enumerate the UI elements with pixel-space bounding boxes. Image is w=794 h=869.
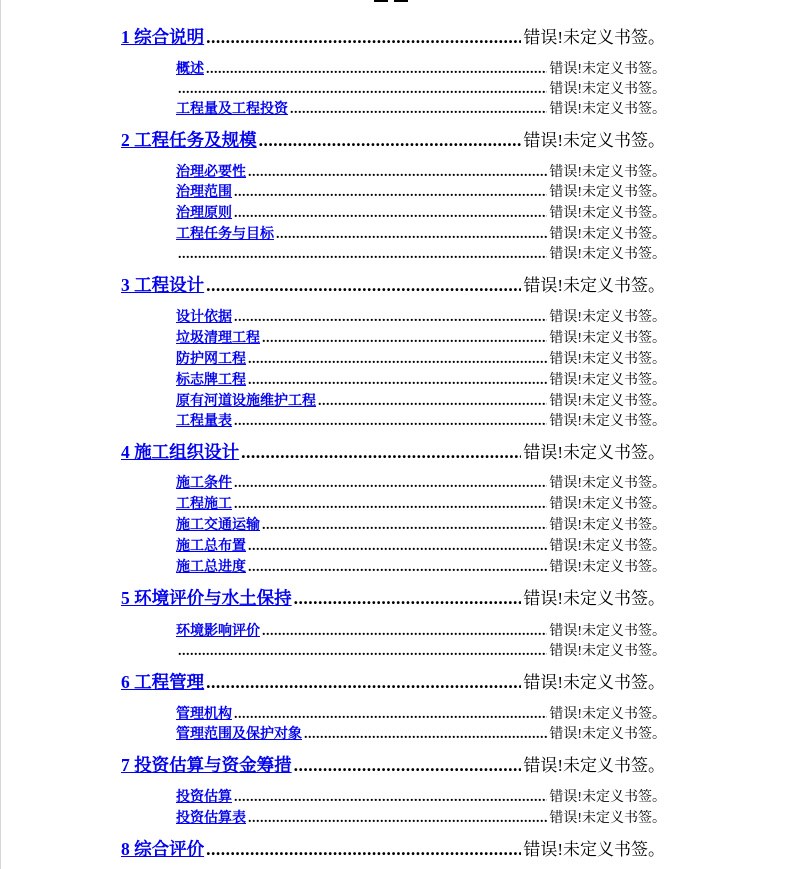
toc-section-entry[interactable] [176, 78, 666, 98]
toc-section-entry[interactable] [176, 98, 666, 118]
toc-section-entry[interactable] [176, 243, 666, 263]
toc-dot-leader [234, 206, 547, 222]
toc-section-entry[interactable] [176, 369, 666, 389]
toc-dot-leader [248, 811, 547, 827]
toc-page-reference: 错误!未定义书签。 [523, 589, 665, 608]
toc-chapter-entry[interactable] [121, 584, 665, 610]
toc-entry-link[interactable]: 5 环境评价与水土保持 [121, 588, 292, 608]
toc-page-reference: 错误!未定义书签。 [549, 310, 666, 325]
toc-entry-link[interactable]: 治理原则 [176, 206, 232, 221]
toc-section-entry[interactable] [176, 306, 666, 326]
toc-page-reference: 错误!未定义书签。 [549, 560, 666, 575]
toc-dot-leader [206, 62, 547, 78]
toc-page-reference: 错误!未定义书签。 [549, 539, 666, 554]
toc-section-entry[interactable] [176, 786, 666, 806]
toc-page-reference: 错误!未定义书签。 [549, 497, 666, 512]
toc-page-reference: 错误!未定义书签。 [549, 247, 666, 262]
toc-section-entry[interactable] [176, 58, 666, 78]
toc-entry-link[interactable]: 8 综合评价 [121, 839, 205, 859]
toc-section-entry[interactable] [176, 493, 666, 513]
toc-entry-link[interactable]: 施工总进度 [176, 560, 246, 575]
toc-section-entry[interactable] [176, 620, 666, 640]
toc-page-reference: 错误!未定义书签。 [549, 727, 666, 742]
toc-entry-link[interactable]: 3 工程设计 [121, 275, 205, 295]
toc-dot-leader [178, 644, 547, 660]
toc-dot-leader [234, 790, 547, 806]
toc-section-entry[interactable] [176, 535, 666, 555]
toc-entry-link[interactable]: 工程量表 [176, 414, 232, 429]
toc-entry-link[interactable]: 7 投资估算与资金筹措 [121, 755, 292, 775]
toc-section-entry[interactable] [176, 223, 666, 243]
toc-page-reference: 错误!未定义书签。 [549, 331, 666, 346]
toc-entry-link[interactable]: 施工条件 [176, 476, 232, 491]
toc-page-reference: 错误!未定义书签。 [549, 185, 666, 200]
toc-dot-leader [294, 588, 522, 609]
toc-dot-leader [248, 352, 547, 368]
toc-page-reference: 错误!未定义书签。 [549, 62, 666, 77]
toc-chapter-entry[interactable] [121, 438, 665, 464]
toc-entry-link[interactable]: 治理范围 [176, 185, 232, 200]
toc-chapter-entry[interactable] [121, 668, 665, 694]
toc-entry-link[interactable]: 环境影响评价 [176, 624, 260, 639]
toc-dot-leader [206, 672, 521, 693]
toc-page-reference: 错误!未定义书签。 [549, 82, 666, 97]
toc-dot-leader [206, 839, 521, 860]
toc-dot-leader [248, 560, 547, 576]
toc-section-entry[interactable] [176, 514, 666, 534]
toc-entry-link[interactable]: 投资估算 [176, 790, 232, 805]
toc-entry-link[interactable]: 垃圾清理工程 [176, 331, 260, 346]
toc-dot-leader [262, 331, 547, 347]
toc-dot-leader [294, 755, 522, 776]
toc-chapter-entry[interactable] [121, 271, 665, 297]
toc-section-entry[interactable] [176, 327, 666, 347]
toc-dot-leader [234, 707, 547, 723]
toc-chapter-entry[interactable] [121, 126, 665, 152]
toc-entry-link[interactable]: 投资估算表 [176, 811, 246, 826]
toc-entry-link[interactable]: 防护网工程 [176, 352, 246, 367]
toc-dot-leader [276, 227, 547, 243]
toc-page-reference: 错误!未定义书签。 [549, 394, 666, 409]
toc-dot-leader [178, 247, 547, 263]
toc-dot-leader [262, 624, 547, 640]
toc-entry-link[interactable]: 管理机构 [176, 707, 232, 722]
toc-dot-leader [234, 497, 547, 513]
toc-dot-leader [248, 539, 547, 555]
toc-section-entry[interactable] [176, 161, 666, 181]
toc-entry-link[interactable]: 治理必要性 [176, 165, 246, 180]
toc-entry-link[interactable]: 施工交通运输 [176, 518, 260, 533]
toc-dot-leader [206, 275, 521, 296]
toc-section-entry[interactable] [176, 640, 666, 660]
toc-page-reference: 错误!未定义书签。 [549, 206, 666, 221]
toc-dot-leader [234, 476, 547, 492]
toc-dot-leader [262, 518, 547, 534]
toc-dot-leader [248, 165, 547, 181]
toc-section-entry[interactable] [176, 390, 666, 410]
toc-page-reference: 错误!未定义书签。 [549, 811, 666, 826]
toc-entry-link[interactable]: 4 施工组织设计 [121, 442, 240, 462]
toc-page-reference: 错误!未定义书签。 [523, 840, 665, 859]
toc-page-reference: 错误!未定义书签。 [523, 756, 665, 775]
toc-page-reference: 错误!未定义书签。 [549, 165, 666, 180]
toc-dot-leader [241, 442, 521, 463]
toc-dot-leader [234, 310, 547, 326]
toc-section-entry[interactable] [176, 348, 666, 368]
toc-page-reference: 错误!未定义书签。 [549, 624, 666, 639]
toc-dot-leader [248, 373, 547, 389]
toc-entry-link[interactable]: 标志牌工程 [176, 373, 246, 388]
toc-section-entry[interactable] [176, 410, 666, 430]
toc-page-reference: 错误!未定义书签。 [549, 227, 666, 242]
toc-section-entry[interactable] [176, 556, 666, 576]
toc-entry-link[interactable]: 施工总布置 [176, 539, 246, 554]
toc-section-entry[interactable] [176, 807, 666, 827]
toc-entry-link[interactable]: 工程施工 [176, 497, 232, 512]
toc-section-entry[interactable] [176, 472, 666, 492]
toc-dot-leader [304, 727, 547, 743]
toc-section-entry[interactable] [176, 202, 666, 222]
toc-entry-link[interactable]: 工程量及工程投资 [176, 102, 288, 117]
toc-entry-link[interactable]: 原有河道设施维护工程 [176, 394, 316, 409]
toc-page-reference: 错误!未定义书签。 [523, 28, 665, 47]
toc-chapter-entry[interactable] [121, 751, 665, 777]
toc-chapter-entry[interactable] [121, 835, 665, 861]
toc-section-entry[interactable] [176, 181, 666, 201]
toc-entry-link[interactable]: 概述 [176, 62, 204, 77]
toc-entry-link[interactable]: 设计依据 [176, 310, 232, 325]
toc-chapter-entry[interactable] [121, 23, 665, 49]
toc-page-reference: 错误!未定义书签。 [549, 644, 666, 659]
toc-page-reference: 错误!未定义书签。 [523, 443, 665, 462]
toc-page-reference: 错误!未定义书签。 [549, 707, 666, 722]
toc-dot-leader [318, 394, 547, 410]
toc-page-reference: 错误!未定义书签。 [549, 476, 666, 491]
toc-dot-leader [234, 414, 547, 430]
toc-page-reference: 错误!未定义书签。 [523, 131, 665, 150]
toc-dot-leader [290, 102, 547, 118]
toc-page-reference: 错误!未定义书签。 [523, 276, 665, 295]
toc-entry-link[interactable]: 6 工程管理 [121, 672, 205, 692]
toc-entry-link[interactable]: 1 综合说明 [121, 27, 205, 47]
toc-page-reference: 错误!未定义书签。 [549, 518, 666, 533]
toc-entry-link[interactable]: 2 工程任务及规模 [121, 130, 257, 150]
toc-section-entry[interactable] [176, 723, 666, 743]
toc-page-reference: 错误!未定义书签。 [549, 102, 666, 117]
toc-page-reference: 错误!未定义书签。 [549, 414, 666, 429]
toc-dot-leader [178, 82, 547, 98]
toc-page-reference: 错误!未定义书签。 [549, 790, 666, 805]
toc-page-reference: 错误!未定义书签。 [523, 673, 665, 692]
toc-page-reference: 错误!未定义书签。 [549, 352, 666, 367]
toc-entry-link[interactable]: 工程任务与目标 [176, 227, 274, 242]
toc-entry-link[interactable]: 管理范围及保护对象 [176, 727, 302, 742]
toc-dot-leader [259, 130, 522, 151]
toc-section-entry[interactable] [176, 703, 666, 723]
toc-dot-leader [206, 27, 521, 48]
toc-page-reference: 错误!未定义书签。 [549, 373, 666, 388]
toc-dot-leader [234, 185, 547, 201]
